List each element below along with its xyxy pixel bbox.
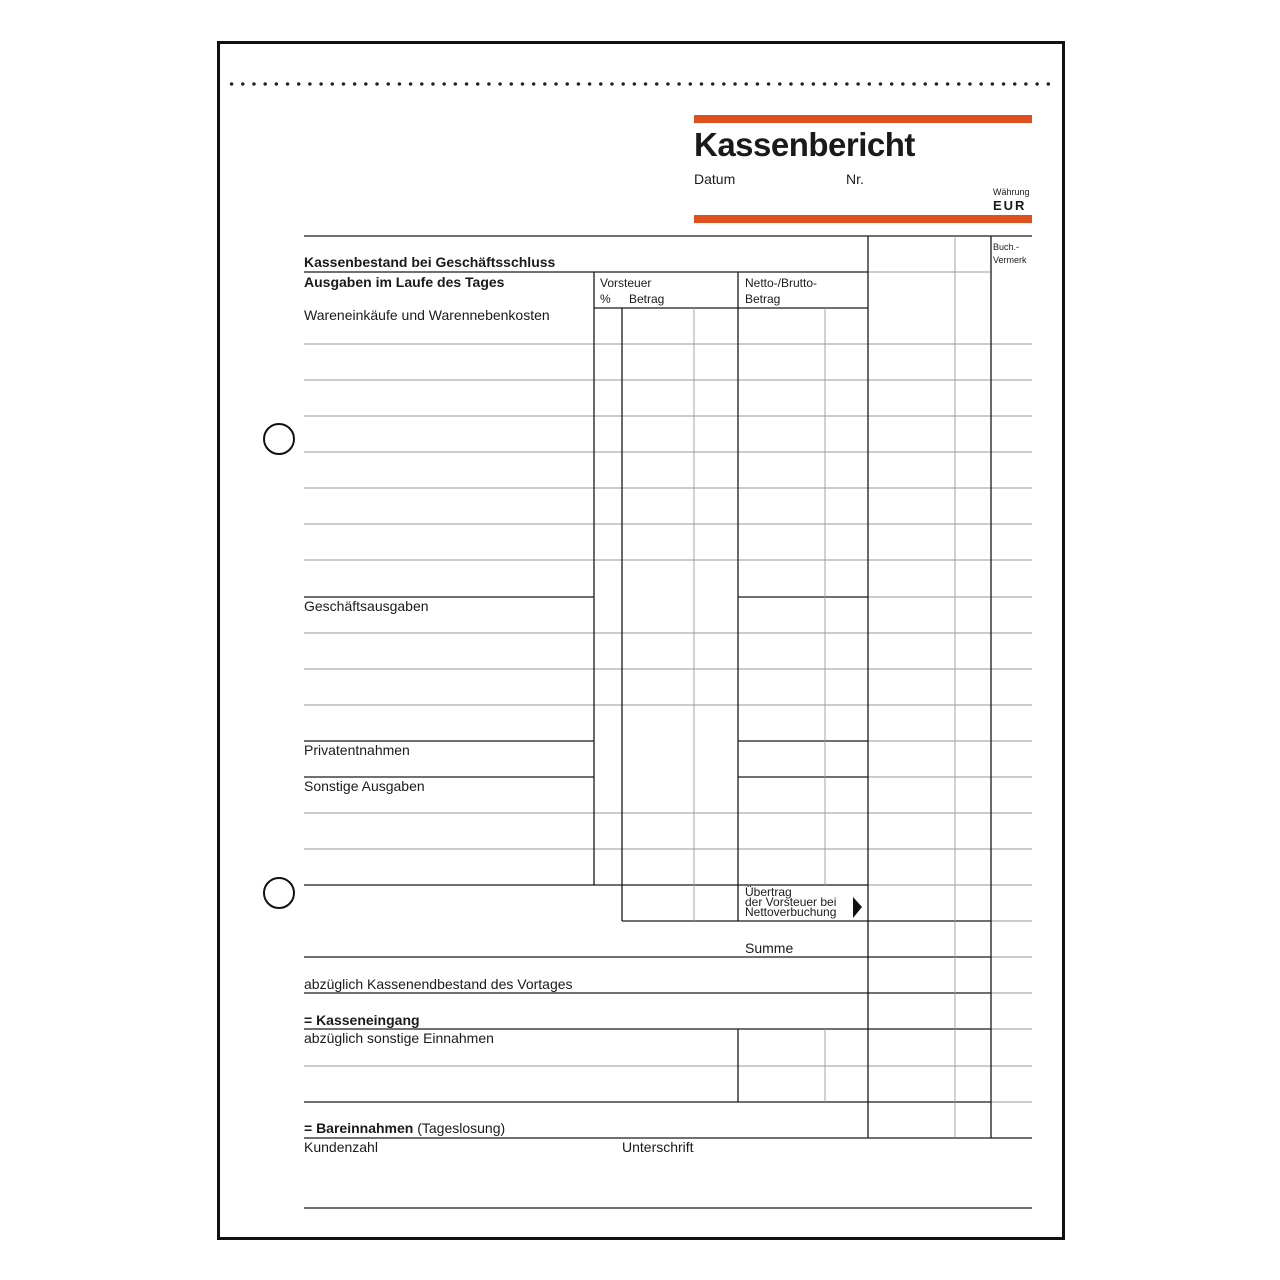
- vorsteuer-header: Vorsteuer: [600, 276, 652, 290]
- tageslosung-label: (Tageslosung): [417, 1120, 506, 1136]
- bareinnahmen-label: = Bareinnahmen: [304, 1120, 414, 1136]
- percent-header: %: [600, 292, 611, 306]
- sonstige-einnahmen-label: abzüglich sonstige Einnahmen: [304, 1030, 494, 1046]
- privatentnahmen-label: Privatentnahmen: [304, 742, 410, 758]
- netto-betrag-header: Betrag: [745, 292, 781, 306]
- datum-label: Datum: [694, 171, 736, 187]
- kassenbestand-heading: Kassenbestand bei Geschäftsschluss: [304, 254, 556, 270]
- form-title: Kassenbericht: [694, 126, 915, 163]
- buch-label-2: Vermerk: [993, 255, 1027, 265]
- kundenzahl-label: Kundenzahl: [304, 1139, 378, 1155]
- sonstige-ausgaben-label: Sonstige Ausgaben: [304, 778, 425, 794]
- arrow-right-icon: [853, 897, 862, 918]
- kasseneingang-label: = Kasseneingang: [304, 1012, 420, 1028]
- uebertrag-line-3: Nettoverbuchung: [745, 905, 837, 919]
- currency-value: EUR: [993, 198, 1027, 213]
- waehrung-label: Währung: [993, 187, 1030, 197]
- unterschrift-label: Unterschrift: [622, 1139, 694, 1155]
- wareneinkaeufe-label: Wareneinkäufe und Warennebenkosten: [304, 307, 550, 323]
- nr-label: Nr.: [846, 171, 864, 187]
- betrag-header: Betrag: [629, 292, 665, 306]
- summe-label: Summe: [745, 940, 794, 956]
- buch-label-1: Buch.-: [993, 242, 1020, 252]
- bareinnahmen-row: [304, 1120, 505, 1136]
- netto-brutto-header: Netto-/Brutto-: [745, 276, 818, 290]
- geschaeftsausgaben-label: Geschäftsausgaben: [304, 598, 429, 614]
- abzueglich-vortag-label: abzüglich Kassenendbestand des Vortages: [304, 976, 573, 992]
- uebertrag-line-1: Übertrag: [745, 885, 792, 899]
- uebertrag-line-2: der Vorsteuer bei: [745, 895, 837, 909]
- ausgaben-heading: Ausgaben im Laufe des Tages: [304, 274, 505, 290]
